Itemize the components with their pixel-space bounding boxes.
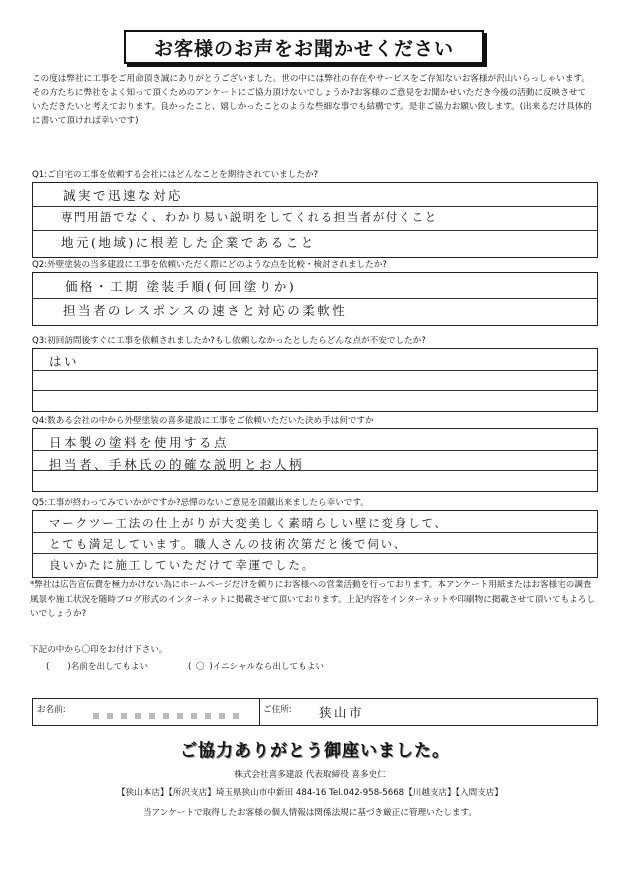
q5-label: Q5:工事が終わってみていかがですか?忌憚のないご意見を頂戴出来ましたら幸いです。: [32, 498, 369, 508]
option-name-label: 名前を出してもよい: [70, 662, 149, 672]
option-initial-mark: 〇: [196, 662, 205, 672]
branch-info: 【狭山本店】【所沢支店】埼玉県狭山市中新田 484-16 Tel.042-958-5668【川越支店】【入間支店】: [117, 788, 503, 798]
q3-label: Q3:初回訪問後すぐに工事を依頼されましたか?もし依頼しなかったとしたらどんな点が不安でしたか?: [32, 336, 426, 346]
q1-answer-box: [32, 182, 598, 258]
q5-answer-line-3: 良いかたに施工していただけて幸運でした。: [49, 558, 315, 572]
q3-answer-line-1: はい: [49, 354, 80, 369]
q1-answer-line-1: 誠実で迅速な対応: [63, 188, 184, 203]
q2-label: Q2:外壁塗装の当多建設に工事を依頼いただく際にどのような点を比較・検討されましたか?: [32, 260, 387, 270]
address-value: 狭山市: [319, 705, 365, 720]
q2-answer-box: [32, 272, 598, 326]
q4-answer-line-1: 日本製の塗料を使用する点: [49, 435, 230, 450]
select-prompt: 下記の中から〇印をお付け下さい。: [30, 645, 168, 655]
option-initial-label: イニシャルなら出してもよい: [212, 662, 324, 672]
survey-title: お客様のお声をお聞かせください: [124, 30, 484, 64]
name-label: お名前:: [37, 705, 66, 715]
q3-answer-box: [32, 348, 598, 412]
q5-answer-box: [32, 510, 598, 578]
privacy-note: 当アンケートで取得したお客様の個人情報は関係法規に基づき厳正に管理いたします。: [143, 808, 477, 818]
q1-label: Q1:ご自宅の工事を依頼する会社にはどんなことを期待されていましたか?: [32, 170, 319, 180]
q4-label: Q4:数ある会社の中から外壁塗装の喜多建設に工事をご依頼いただいた決め手は何ですか: [32, 416, 374, 426]
thanks-message: ご協力ありがとう御座いました。: [180, 741, 450, 761]
q2-answer-line-2: 担当者のレスポンスの速さと対応の柔軟性: [63, 303, 348, 318]
name-redacted: [93, 713, 243, 719]
address-label: ご住所:: [263, 705, 292, 715]
q5-answer-line-1: マークツー工法の仕上がりが大変美しく素晴らしい壁に変身して、: [49, 516, 448, 530]
q1-answer-line-3: 地元(地域)に根差した企業であること: [61, 235, 316, 250]
q5-answer-line-2: とても満足しています。職人さんの技術次第だと後で伺い、: [49, 537, 408, 551]
option-name-ok[interactable]: ( )名前を出してもよい: [46, 662, 149, 672]
contact-box: [32, 698, 598, 726]
company-name: 株式会社喜多建設 代表取締役 喜多史仁: [234, 770, 386, 780]
q4-answer-line-2: 担当者、手林氏の的確な説明とお人柄: [49, 457, 305, 472]
publication-notice: *弊社は広告宣伝費を極力かけない為にホームページだけを頼りにお客様への営業活動を行っております。本アンケート用紙またはお客様宅の調査風景や施工状況を随時ブログ形式のインターネットに掲載させて頂いております。上記内容をインターネットや印刷物に掲載させて頂いてもよろしいでしょうか?: [30, 580, 595, 619]
q4-answer-box: [32, 428, 598, 492]
q1-answer-line-2: 専門用語でなく、わかり易い説明をしてくれる担当者が付くこと: [61, 210, 438, 224]
q2-answer-line-1: 価格・工期 塗装手順(何回塗りか): [65, 279, 297, 294]
intro-text: この度は弊社に工事をご用命頂き誠にありがとうございました。世の中には弊社の存在やサービスをご存知ないお客様が沢山いらっしゃいます。その方たちに弊社をよく知って頂くためのアンケートにご協力頂けないでしょうか?お客様のご意見をお聞かせいただき今後の活動に反映させていただきたいと考えております。良かったこと、嬉しかったことのような些細な事でも結構です。是非ご協力お願い致します。(出来るだけ具体的に書いて頂ければ幸いです): [32, 74, 592, 126]
option-initial-ok[interactable]: ( 〇 )イニシャルなら出してもよい: [188, 662, 324, 672]
